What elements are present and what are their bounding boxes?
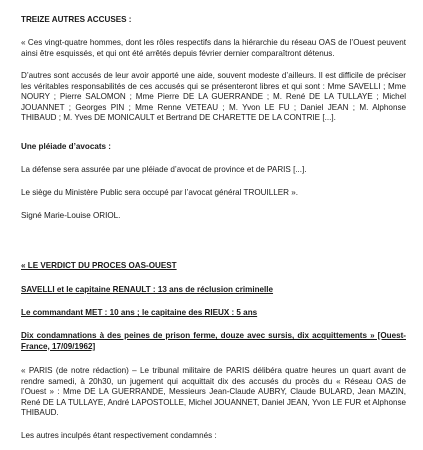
paragraph-autres-inculpes: Les autres inculpés étant respectivement condamnés : — [21, 431, 217, 440]
subheading-savelli-renault: SAVELLI et le capitaine RENAULT : 13 ans de réclusion criminelle — [21, 285, 274, 294]
paragraph-accuses: D’autres sont accusés de leur avoir apporté une aide, souvent modeste d’ailleurs. Il est difficile de préciser les véritables responsabilités de ces accusés qui se présenteront libres et qui sont : Mme SAVELLI ; Mme NOURY ; Pierre SALOMON ; Mme Pierre DE LA GUERRANDE ; M. René DE LA TULLAYE ; Michel JOUANNET ; Georges PIN ; Mme Renne VETEAU ; M. Yvon LE FU ; Daniel JEAN ; M. Alphonse THIBAUD ; M. Yves DE MONICAULT et Bertrand DE CHARETTE DE LA CONTRIE [...]. — [21, 71, 406, 123]
subheading-met-rieux: Le commandant MET : 10 ans ; le capitaine des RIEUX : 5 ans — [21, 308, 258, 317]
paragraph-ministere-public: Le siège du Ministère Public sera occupé par l’avocat général TROUILLER ». — [21, 188, 298, 197]
subheading-dix-condamnations: Dix condamnations à des peines de prison ferme, douze avec sursis, dix acquittements » [Ouest-France, 17/09/1962] — [21, 331, 406, 351]
heading-pleiade-avocats: Une pléiade d’avocats : — [21, 142, 111, 151]
paragraph-intro: « Ces vingt-quatre hommes, dont les rôles respectifs dans la hiérarchie du réseau OAS de l’Ouest peuvent ainsi être esquissés, et qui ont été arrêtés depuis février dernier comparaîtront détenus. — [21, 38, 406, 58]
paragraph-tribunal: « PARIS (de notre rédaction) – Le tribunal militaire de PARIS délibéra quatre heures un quart avant de rendre samedi, à 20h30, un jugement qui acquittait dix des accusés du procès du « Réseau OAS de l’Ouest » : Mme DE LA GUERRANDE, Messieurs Jean-Claude AUBRY, Claude BULARD, Jean MAZIN, René DE LA TULLAYE, André LAPOSTOLLE, Michel JOUANNET, Daniel JEAN, Yvon LE FUR et Alphonse THIBAUD. — [21, 366, 406, 418]
heading-verdict: « LE VERDICT DU PROCES OAS-OUEST — [21, 261, 177, 270]
paragraph-defense: La défense sera assurée par une pléiade d’avocat de province et de PARIS [...]. — [21, 165, 307, 174]
signature: Signé Marie-Louise ORIOL. — [21, 211, 121, 220]
heading-treize-autres-accuses: TREIZE AUTRES ACCUSES : — [21, 15, 132, 24]
